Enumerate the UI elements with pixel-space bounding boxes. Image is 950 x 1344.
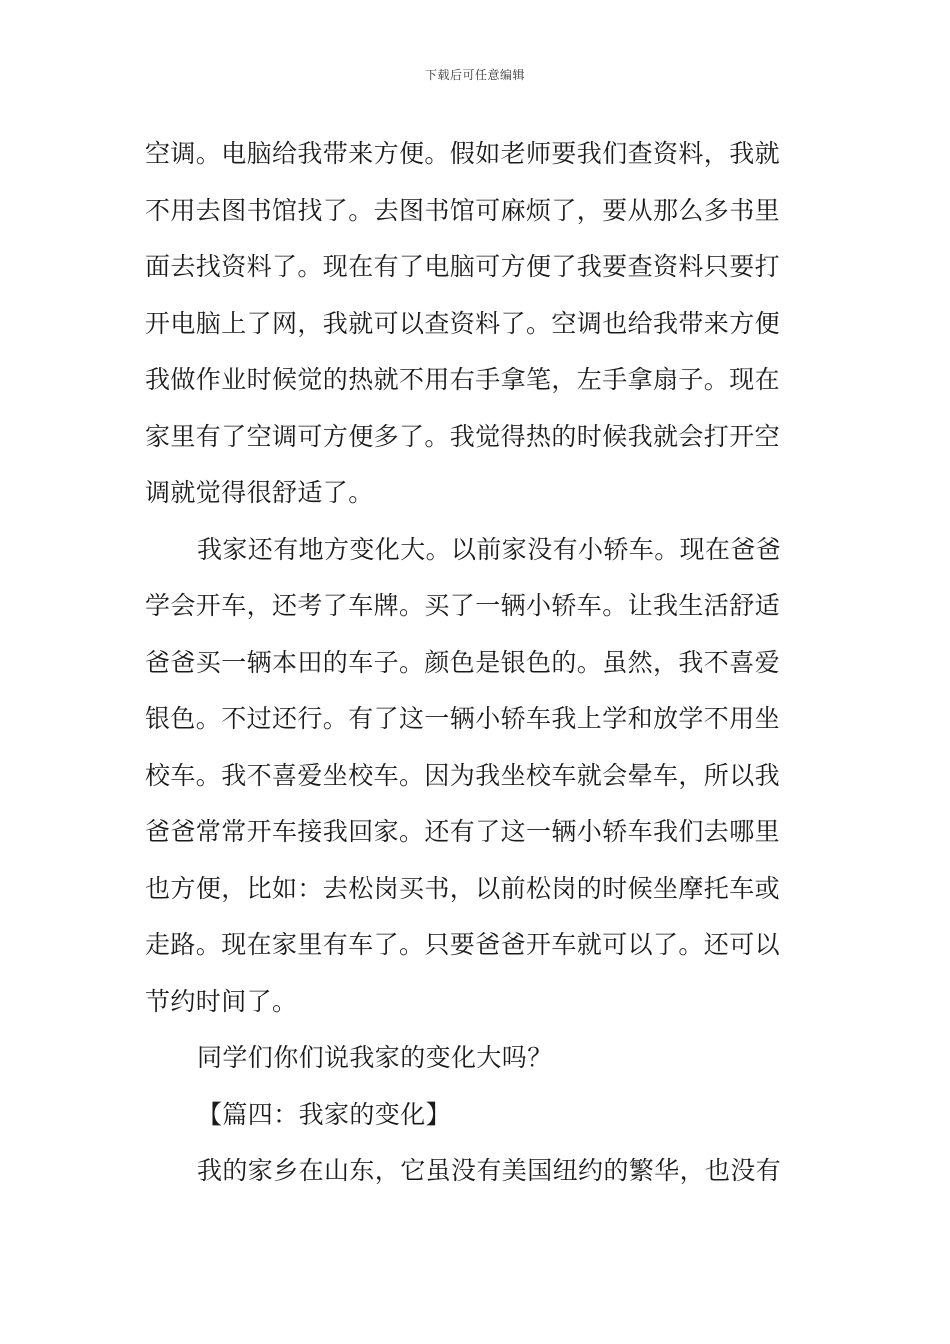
paragraph-start-line: 我的家乡在山东，它虽没有美国纽约的繁华，也没有 xyxy=(197,1156,782,1185)
text-line: 爸爸常常开车接我回家。还有了这一辆小轿车我们去哪里 xyxy=(145,817,781,846)
text-line: 空调。电脑给我带来方便。假如老师要我们查资料，我就 xyxy=(145,139,781,168)
paragraph-start-line: 同学们你们说我家的变化大吗？ xyxy=(197,1043,553,1072)
text-line: 家里有了空调可方便多了。我觉得热的时候我就会打开空 xyxy=(145,421,781,451)
text-line: 走路。现在家里有车了。只要爸爸开车就可以了。还可以 xyxy=(145,930,781,959)
text-line: 爸爸买一辆本田的车子。颜色是银色的。虽然，我不喜爱 xyxy=(145,647,781,677)
paragraph-start-line: 我家还有地方变化大。以前家没有小轿车。现在爸爸 xyxy=(197,534,782,564)
page-header: 下载后可任意编辑 xyxy=(424,68,525,82)
document-body xyxy=(145,126,815,1200)
text-line: 也方便，比如：去松岗买书，以前松岗的时候坐摩托车或 xyxy=(145,873,781,903)
text-line: 学会开车，还考了车牌。买了一辆小轿车。让我生活舒适 xyxy=(145,591,781,620)
section-heading: 【篇四：我家的变化】 xyxy=(197,1099,452,1129)
text-line: 面去找资料了。现在有了电脑可方便了我要查资料只要打 xyxy=(145,252,781,281)
text-line: 我做作业时候觉的热就不用右手拿笔，左手拿扇子。现在 xyxy=(145,365,781,394)
text-line: 节约时间了。 xyxy=(145,986,298,1016)
text-line: 不用去图书馆找了。去图书馆可麻烦了，要从那么多书里 xyxy=(145,195,781,225)
text-line: 开电脑上了网，我就可以查资料了。空调也给我带来方便 xyxy=(145,308,781,338)
text-line: 调就觉得很舒适了。 xyxy=(145,478,374,507)
text-line: 校车。我不喜爱坐校车。因为我坐校车就会晕车，所以我 xyxy=(145,760,781,790)
text-line: 银色。不过还行。有了这一辆小轿车我上学和放学不用坐 xyxy=(145,704,781,733)
